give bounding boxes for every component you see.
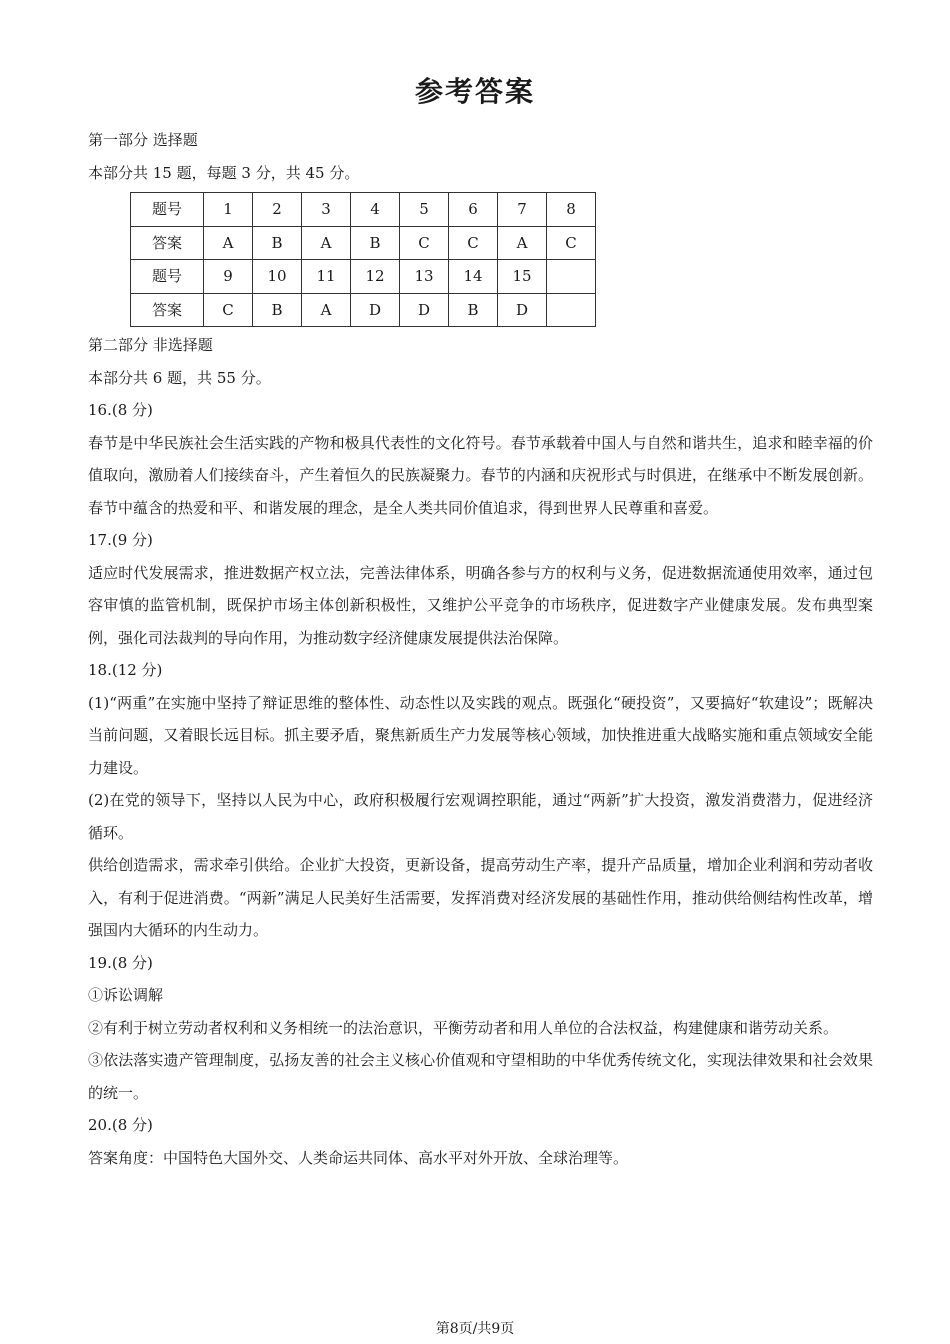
q16-answer: 春节是中华民族社会生活实践的产物和极具代表性的文化符号。春节承载着中国人与自然和谐共生，追求和睦幸福的价值取向，激励着人们接续奋斗，产生着恒久的民族凝聚力。春节的内涵和庆祝形式与时俱进，在继承中不断发展创新。春节中蕴含的热爱和平、和谐发展的理念，是全人类共同价值追求，得到世界人民尊重和喜爱。 (88, 433, 873, 517)
answer-table-row (131, 226, 596, 260)
answer-table-row (131, 193, 596, 227)
answer-table-cell: 7 (498, 193, 547, 227)
part1-intro: 本部分共 15 题，每题 3 分，共 45 分。 (88, 163, 360, 182)
answer-table-row (131, 260, 596, 294)
part2-intro: 本部分共 6 题，共 55 分。 (88, 368, 271, 387)
answer-table-row (131, 293, 596, 327)
q20-answer: 答案角度：中国特色大国外交、人类命运共同体、高水平对外开放、全球治理等。 (88, 1148, 629, 1167)
answer-table-cell: 4 (351, 193, 400, 227)
answer-table-cell: B (351, 226, 400, 260)
answer-table-cell: C (547, 226, 596, 260)
answer-table-cell: C (204, 293, 253, 327)
answer-table-cell: 10 (253, 260, 302, 294)
part2-heading: 第二部分 非选择题 (88, 336, 213, 354)
answer-table-row-header: 答案 (131, 226, 204, 260)
q19-answer-3: ③依法落实遗产管理制度，弘扬友善的社会主义核心价值观和守望相助的中华优秀传统文化，实现法律效果和社会效果的统一。 (88, 1051, 873, 1102)
answer-table-cell: 11 (302, 260, 351, 294)
q16-label: 16.(8 分) (88, 401, 153, 419)
q19-answer-1: ①诉讼调解 (88, 986, 164, 1004)
q18-answer-part2: (2)在党的领导下，坚持以人民为中心，政府积极履行宏观调控职能，通过“两新”扩大投资，激发消费潜力，促进经济循环。 (88, 791, 873, 842)
q17-answer: 适应时代发展需求，推进数据产权立法，完善法律体系，明确各参与方的权利与义务，促进数据流通使用效率，通过包容审慎的监管机制，既保护市场主体创新积极性，又维护公平竞争的市场秩序，促进数字产业健康发展。发布典型案例，强化司法裁判的导向作用，为推动数字经济健康发展提供法治保障。 (88, 563, 873, 647)
answer-table-cell: 8 (547, 193, 596, 227)
answer-table-row-header: 答案 (131, 293, 204, 327)
q18-label: 18.(12 分) (88, 661, 163, 679)
answer-table-cell (547, 260, 596, 294)
answer-content (88, 124, 873, 1174)
part1-heading: 第一部分 选择题 (88, 131, 198, 149)
answer-table-cell: 2 (253, 193, 302, 227)
answer-table-cell: C (400, 226, 449, 260)
answer-table-cell: D (400, 293, 449, 327)
q19-answer-2: ②有利于树立劳动者权利和义务相统一的法治意识，平衡劳动者和用人单位的合法权益，构建健康和谐劳动关系。 (88, 1018, 839, 1037)
answer-table-cell: A (498, 226, 547, 260)
answer-table-cell: 12 (351, 260, 400, 294)
answer-table-cell: 1 (204, 193, 253, 227)
q17-label: 17.(9 分) (88, 531, 153, 549)
answer-table-cell: 9 (204, 260, 253, 294)
answer-table-cell: A (302, 226, 351, 260)
answer-table-cell: D (498, 293, 547, 327)
answer-table-cell: B (449, 293, 498, 327)
q18-answer-part1: (1)“两重”在实施中坚持了辩证思维的整体性、动态性以及实践的观点。既强化“硬投资”，又要搞好“软建设”；既解决当前问题，又着眼长远目标。抓主要矛盾，聚焦新质生产力发展等核心领域，加快推进重大战略实施和重点领域安全能力建设。 (88, 693, 873, 777)
answer-table-cell: A (204, 226, 253, 260)
page-number: 第8页/共9页 (435, 1321, 515, 1337)
answer-table-row-header: 题号 (131, 193, 204, 227)
answer-table-cell: C (449, 226, 498, 260)
answer-table-cell: 3 (302, 193, 351, 227)
answer-table-cell: 14 (449, 260, 498, 294)
answer-table-cell: 15 (498, 260, 547, 294)
q20-label: 20.(8 分) (88, 1116, 153, 1134)
answer-table (130, 192, 596, 327)
answer-table-cell (547, 293, 596, 327)
answer-table-cell: B (253, 293, 302, 327)
answer-table-cell: 5 (400, 193, 449, 227)
q19-label: 19.(8 分) (88, 953, 153, 972)
answer-table-cell: D (351, 293, 400, 327)
answer-table-cell: A (302, 293, 351, 327)
page-title: 参考答案 (414, 75, 535, 108)
answer-table-cell: 6 (449, 193, 498, 227)
answer-table-cell: 13 (400, 260, 449, 294)
q18-answer-part2-cont: 供给创造需求，需求牵引供给。企业扩大投资，更新设备，提高劳动生产率，提升产品质量，增加企业利润和劳动者收入，有利于促进消费。“两新”满足人民美好生活需要，发挥消费对经济发展的基础性作用，推动供给侧结构性改革，增强国内大循环的内生动力。 (88, 856, 873, 939)
answer-table-row-header: 题号 (131, 260, 204, 294)
answer-table-cell: B (253, 226, 302, 260)
